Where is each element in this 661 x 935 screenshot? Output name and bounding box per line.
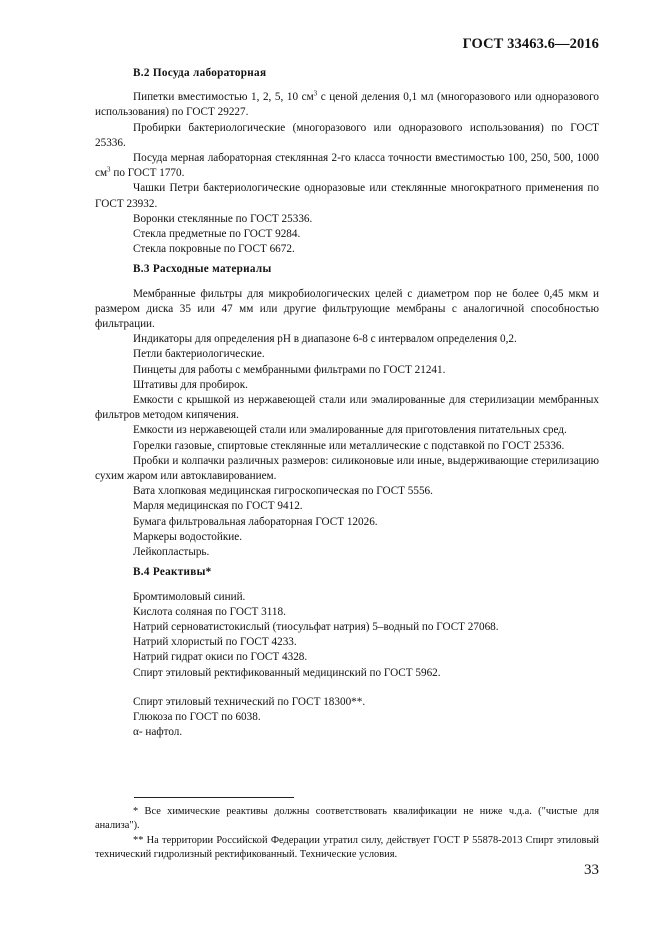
footnote: ** На территории Российской Федерации утратил силу, действует ГОСТ Р 55878-2013 Спирт этиловый технический гидролизный ректификованный. Технические условия. (95, 835, 599, 860)
document-header: ГОСТ 33463.6—2016 (462, 36, 599, 52)
paragraph: Бромтимоловый синий. (133, 590, 246, 603)
paragraph: Стекла покровные по ГОСТ 6672. (133, 243, 295, 256)
blank-spacer (95, 681, 599, 695)
section-heading-b2: В.2 Посуда лабораторная (133, 67, 267, 79)
paragraph: Чашки Петри бактериологические одноразовые или стеклянные многократного применения по ГОСТ 23932. (95, 182, 599, 210)
paragraph: Вата хлопковая медицинская гигроскопическая по ГОСТ 5556. (133, 485, 433, 498)
footnote-divider (134, 797, 294, 798)
page-number: 33 (584, 862, 599, 878)
paragraph: Пробки и колпачки различных размеров: силиконовые или иные, выдерживающие стерилизацию сухим жаром или автоклавированием. (95, 454, 599, 483)
paragraph: Емкости из нержавеющей стали или эмалированные для приготовления питательных сред. (133, 424, 567, 437)
paragraph: Спирт этиловый ректификованный медицинский по ГОСТ 5962. (133, 666, 441, 679)
section-heading-b4: В.4 Реактивы* (133, 566, 212, 579)
paragraph: Натрий хлористый по ГОСТ 4233. (133, 636, 297, 649)
paragraph: Петли бактериологические. (133, 348, 265, 361)
paragraph: Штативы для пробирок. (133, 378, 248, 391)
paragraph: Пинцеты для работы с мембранными фильтрами по ГОСТ 21241. (133, 363, 446, 376)
paragraph: Емкости с крышкой из нержавеющей стали или эмалированные для стерилизации мембранных фильтров методом кипячения. (95, 394, 599, 422)
paragraph: Бумага фильтровальная лабораторная ГОСТ 12026. (133, 515, 378, 528)
paragraph: Лейкопластырь. (133, 546, 210, 559)
paragraph: Горелки газовые, спиртовые стеклянные или металлические с подставкой по ГОСТ 25336. (133, 439, 565, 452)
paragraph: Глюкоза по ГОСТ по 6038. (133, 710, 261, 723)
paragraph: Пипетки вместимостью 1, 2, 5, 10 $см^3$ с ценой деления 0,1 мл (многоразового или одноразового использования) по ГОСТ 29227. (95, 89, 599, 119)
paragraph: Мембранные фильтры для микробиологических целей с диаметром пор не более 0,45 мкм и размером диска 35 или 47 мм или другие фильтрующие мембраны с аналогичной способностью фильтрации. (95, 287, 599, 331)
section-heading-b3: В.3 Расходные материалы (133, 263, 272, 276)
paragraph: Спирт этиловый технический по ГОСТ 18300**. (133, 695, 366, 708)
paragraph: Натрий гидрат окиси по ГОСТ 4328. (133, 651, 308, 664)
paragraph: Кислота соляная по ГОСТ 3118. (133, 605, 286, 618)
document-body (95, 66, 599, 740)
paragraph: Маркеры водостойкие. (133, 530, 243, 543)
paragraph: Воронки стеклянные по ГОСТ 25336. (133, 212, 313, 225)
paragraph: Индикаторы для определения рН в диапазоне 6-8 с интервалом определения 0,2. (133, 333, 517, 346)
paragraph: Натрий серноватистокислый (тиосульфат натрия) 5–водный по ГОСТ 27068. (133, 620, 499, 633)
paragraph: Стекла предметные по ГОСТ 9284. (133, 228, 301, 241)
footnote: * Все химические реактивы должны соответствовать квалификации не ниже ч.д.а. ("чистые для анализа"). (95, 806, 599, 831)
paragraph: Марля медицинская по ГОСТ 9412. (133, 500, 303, 513)
paragraph: Пробирки бактериологические (многоразового или одноразового использования) по ГОСТ 25336. (95, 121, 599, 149)
paragraph: α- нафтол. (133, 726, 183, 739)
paragraph: Посуда мерная лабораторная стеклянная 2-го класса точности вместимостью 100, 250, 500, 1000 $см^3$ по ГОСТ 1770. (95, 152, 599, 180)
